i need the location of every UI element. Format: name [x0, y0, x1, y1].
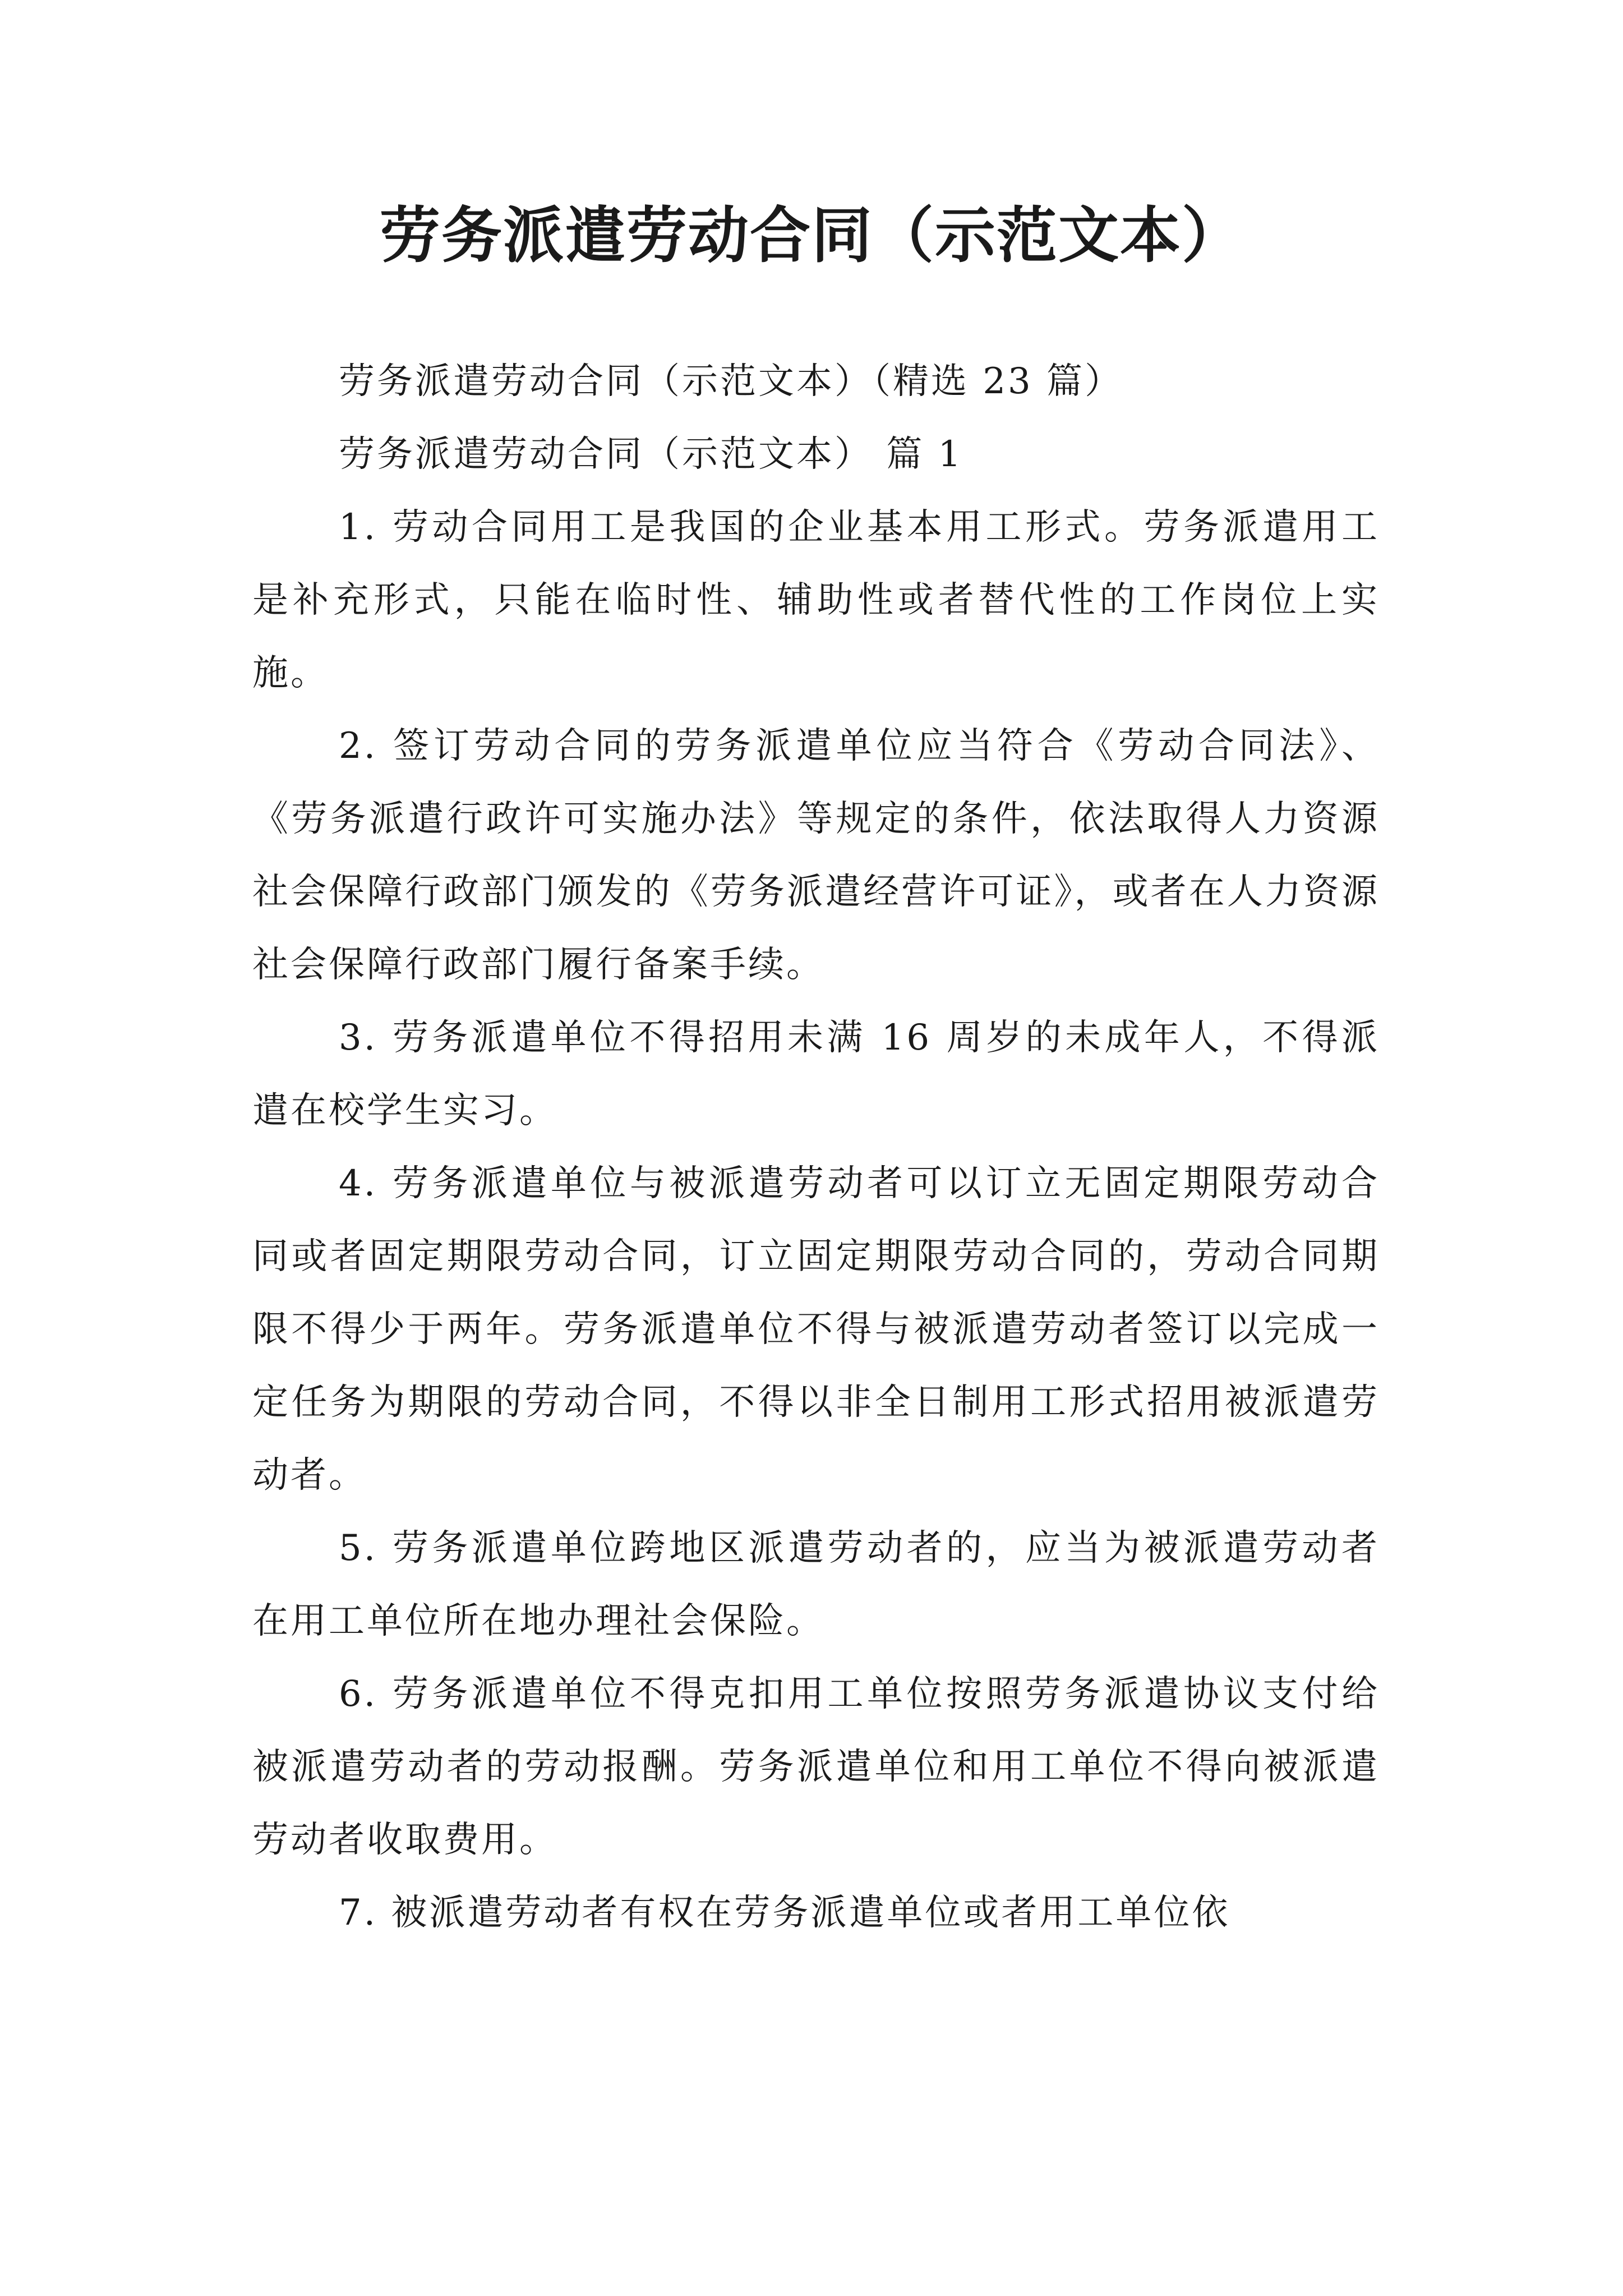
document-title: 劳务派遣劳动合同（示范文本） — [379, 200, 1243, 271]
paragraph-1: 1. 劳动合同用工是我国的企业基本用工形式。劳务派遣用工是补充形式，只能在临时性、辅助性或者替代性的工作岗位上实施。 — [252, 507, 1380, 694]
paragraph-3: 3. 劳务派遣单位不得招用未满 16 周岁的未成年人，不得派遣在校学生实习。 — [252, 1017, 1380, 1131]
paragraph-5: 5. 劳务派遣单位跨地区派遣劳动者的，应当为被派遣劳动者在用工单位所在地办理社会保险。 — [252, 1527, 1380, 1642]
collection-title: 劳务派遣劳动合同（示范文本）（精选 23 篇） — [339, 361, 1123, 402]
paragraph-4: 4. 劳务派遣单位与被派遣劳动者可以订立无固定期限劳动合同或者固定期限劳动合同，订立固定期限劳动合同的，劳动合同期限不得少于两年。劳务派遣单位不得与被派遣劳动者签订以完成一定任务为期限的劳动合同，不得以非全日制用工形式招用被派遣劳动者。 — [252, 1163, 1380, 1496]
document-body — [252, 345, 1380, 1949]
section-title: 劳务派遣劳动合同（示范文本） 篇 1 — [339, 434, 963, 475]
paragraph-6: 6. 劳务派遣单位不得克扣用工单位按照劳务派遣协议支付给被派遣劳动者的劳动报酬。劳务派遣单位和用工单位不得向被派遣劳动者收取费用。 — [252, 1673, 1380, 1861]
paragraph-7: 7. 被派遣劳动者有权在劳务派遣单位或者用工单位依 — [339, 1892, 1230, 1934]
paragraph-2: 2. 签订劳动合同的劳务派遣单位应当符合《劳动合同法》、《劳务派遣行政许可实施办法》等规定的条件，依法取得人力资源社会保障行政部门颁发的《劳务派遣经营许可证》，或者在人力资源社会保障行政部门履行备案手续。 — [252, 725, 1380, 986]
